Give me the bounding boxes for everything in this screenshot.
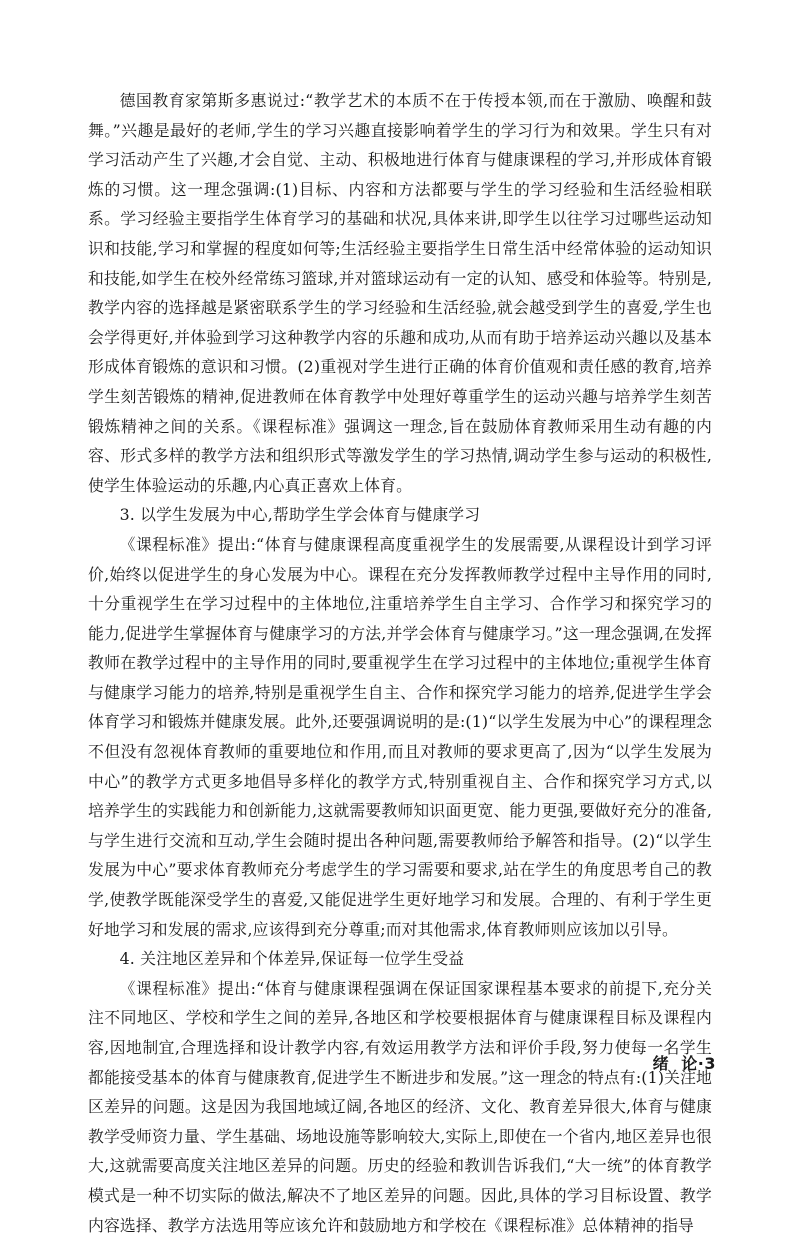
paragraph-interest: 德国教育家第斯多惠说过:“教学艺术的本质不在于传授本领,而在于激励、唤醒和鼓舞。”兴趣是最好的老师,学生的学习兴趣直接影响着学生的学习行为和效果。学生只有对学习活动产生了兴趣,才会自觉、主动、积极地进行体育与健康课程的学习,并形成体育锻炼的习惯。这一理念强调:(1)目标、内容和方法都要与学生的学习经验和生活经验相联系。学习经验主要指学生体育学习的基础和状况,具体来讲,即学生以往学习过哪些运动知识和技能,学习和掌握的程度如何等;生活经验主要指学生日常生活中经常体验的运动知识和技能,如学生在校外经常练习篮球,并对篮球运动有一定的认知、感受和体验等。特别是,教学内容的选择越是紧密联系学生的学习经验和生活经验,就会越受到学生的喜爱,学生也会学得更好,并体验到学习这种教学内容的乐趣和成功,从而有助于培养运动兴趣以及基本形成体育锻炼的意识和习惯。(2)重视对学生进行正确的体育价值观和责任感的教育,培养学生刻苦锻炼的精神,促进教师在体育教学中处理好尊重学生的运动兴趣与培养学生刻苦锻炼精神之间的关系。《课程标准》强调这一理念,旨在鼓励体育教师采用生动有趣的内容、形式多样的教学方法和组织形式等激发学生的学习热情,调动学生参与运动的积极性,使学生体验运动的乐趣,内心真正喜欢上体育。 (88, 91, 712, 495)
section-heading-3: 3. 以学生发展为中心,帮助学生学会体育与健康学习 (119, 505, 481, 525)
page-footer: 绪 论·3 (652, 1054, 716, 1073)
section-heading-4: 4. 关注地区差异和个体差异,保证每一位学生受益 (119, 949, 465, 969)
paragraph-student-development: 《课程标准》提出:“体育与健康课程高度重视学生的发展需要,从课程设计到学习评价,始终以促进学生的身心发展为中心。课程在充分发挥教师教学过程中主导作用的同时,十分重视学生在学习过程中的主体地位,注重培养学生自主学习、合作学习和探究学习的能力,促进学生掌握体育与健康学习的方法,并学会体育与健康学习。”这一理念强调,在发挥教师在教学过程中的主导作用的同时,要重视学生在学习过程中的主体地位;重视学生体育与健康学习能力的培养,特别是重视学生自主、合作和探究学习能力的培养,促进学生学会体育学习和锻炼并健康发展。此外,还要强调说明的是:(1)“以学生发展为中心”的课程理念不但没有忽视体育教师的重要地位和作用,而且对教师的要求更高了,因为“以学生发展为中心”的教学方式更多地倡导多样化的教学方式,特别重视自主、合作和探究学习方式,以培养学生的实践能力和创新能力,这就需要教师知识面更宽、能力更强,要做好充分的准备,与学生进行交流和互动,学生会随时提出各种问题,需要教师给予解答和指导。(2)“以学生发展为中心”要求体育教师充分考虑学生的学习需要和要求,站在学生的角度思考自己的教学,使教学既能深受学生的喜爱,又能促进学生更好地学习和发展。合理的、有利于学生更好地学习和发展的需求,应该得到充分尊重;而对其他需求,体育教师则应该加以引导。 (88, 534, 713, 939)
paragraph-regional-differences: 《课程标准》提出:“体育与健康课程强调在保证国家课程基本要求的前提下,充分关注不同地区、学校和学生之间的差异,各地区和学校要根据体育与健康课程目标及课程内容,因地制宜,合理选择和设计教学内容,有效运用教学方法和评价手段,努力使每一名学生都能接受基本的体育与健康教育,促进学生不断进步和发展。”这一理念的特点有:(1)关注地区差异的问题。这是因为我国地域辽阔,各地区的经济、文化、教育差异很大,体育与健康教学受师资力量、学生基础、场地设施等影响较大,实际上,即使在一个省内,地区差异也很大,这就需要高度关注地区差异的问题。历史的经验和教训告诉我们,“大一统”的体育教学模式是一种不切实际的做法,解决不了地区差异的问题。因此,具体的学习目标设置、教学内容选择、教学方法选用等应该允许和鼓励地方和学校在《课程标准》总体精神的指导 (88, 978, 712, 1235)
